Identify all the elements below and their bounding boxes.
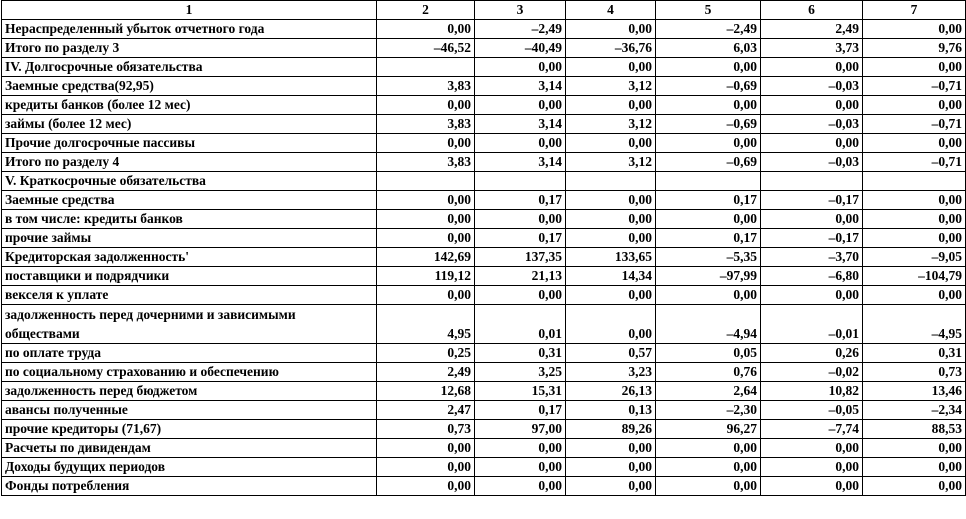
table-row	[2, 39, 966, 58]
column-header: 7	[863, 1, 966, 20]
row-label: Итого по разделу 3	[2, 39, 377, 58]
table-row	[2, 20, 966, 39]
value-cell: 0,00	[566, 191, 656, 210]
value-cell: –0,05	[761, 401, 863, 420]
value-cell: 0,57	[566, 344, 656, 363]
table-body	[2, 20, 966, 496]
value-cell: –0,69	[656, 77, 761, 96]
value-cell: 0,00	[863, 134, 966, 153]
table-row	[2, 420, 966, 439]
value-cell: 88,53	[863, 420, 966, 439]
value-cell	[863, 172, 966, 191]
value-cell: –0,03	[761, 77, 863, 96]
value-cell: –2,30	[656, 401, 761, 420]
value-cell: 3,14	[475, 115, 566, 134]
value-cell: 13,46	[863, 382, 966, 401]
value-cell: –0,01	[761, 305, 863, 344]
value-cell: 3,83	[377, 153, 475, 172]
table-row	[2, 191, 966, 210]
value-cell: 0,00	[475, 96, 566, 115]
row-label: Итого по разделу 4	[2, 153, 377, 172]
value-cell: 0,00	[475, 439, 566, 458]
row-label: задолженность перед бюджетом	[2, 382, 377, 401]
row-label: IV. Долгосрочные обязательства	[2, 58, 377, 77]
value-cell: 0,00	[863, 458, 966, 477]
value-cell: –0,71	[863, 77, 966, 96]
row-label: по социальному страхованию и обеспечению	[2, 363, 377, 382]
value-cell: 12,68	[377, 382, 475, 401]
column-header: 3	[475, 1, 566, 20]
value-cell: 4,95	[377, 305, 475, 344]
row-label: в том числе: кредиты банков	[2, 210, 377, 229]
value-cell: 3,14	[475, 77, 566, 96]
value-cell: 0,00	[863, 20, 966, 39]
value-cell: 0,00	[761, 286, 863, 305]
value-cell: –97,99	[656, 267, 761, 286]
value-cell: 0,00	[566, 458, 656, 477]
table-row	[2, 172, 966, 191]
value-cell: –46,52	[377, 39, 475, 58]
table-row	[2, 458, 966, 477]
table-row	[2, 58, 966, 77]
value-cell: 0,00	[475, 458, 566, 477]
value-cell	[377, 58, 475, 77]
value-cell: 3,83	[377, 77, 475, 96]
column-header: 6	[761, 1, 863, 20]
column-header: 2	[377, 1, 475, 20]
value-cell: 0,00	[377, 439, 475, 458]
value-cell: 0,00	[656, 58, 761, 77]
row-label: Прочие долгосрочные пассивы	[2, 134, 377, 153]
value-cell: 0,00	[656, 96, 761, 115]
value-cell	[566, 172, 656, 191]
value-cell: –0,69	[656, 153, 761, 172]
value-cell: 0,00	[566, 305, 656, 344]
value-cell: 133,65	[566, 248, 656, 267]
value-cell: –0,69	[656, 115, 761, 134]
value-cell: 0,00	[761, 458, 863, 477]
value-cell: –2,49	[475, 20, 566, 39]
row-label: прочие займы	[2, 229, 377, 248]
value-cell: –5,35	[656, 248, 761, 267]
value-cell	[761, 172, 863, 191]
table-row	[2, 229, 966, 248]
value-cell: 0,00	[377, 96, 475, 115]
table-row	[2, 248, 966, 267]
value-cell: 14,34	[566, 267, 656, 286]
value-cell: –36,76	[566, 39, 656, 58]
row-label: V. Краткосрочные обязательства	[2, 172, 377, 191]
value-cell: –0,03	[761, 115, 863, 134]
row-label: прочие кредиторы (71,67)	[2, 420, 377, 439]
value-cell: 0,00	[566, 134, 656, 153]
value-cell: 0,00	[475, 286, 566, 305]
table-row	[2, 305, 966, 344]
header-row	[2, 1, 966, 20]
table-row	[2, 267, 966, 286]
value-cell: 97,00	[475, 420, 566, 439]
value-cell: –6,80	[761, 267, 863, 286]
value-cell: 0,26	[761, 344, 863, 363]
value-cell: 0,00	[566, 477, 656, 496]
table-row	[2, 401, 966, 420]
column-header: 1	[2, 1, 377, 20]
value-cell: 0,00	[656, 210, 761, 229]
value-cell: 0,17	[475, 229, 566, 248]
value-cell: 0,13	[566, 401, 656, 420]
value-cell: 0,17	[656, 229, 761, 248]
value-cell: 0,00	[566, 229, 656, 248]
value-cell: 0,00	[377, 229, 475, 248]
value-cell: 0,00	[761, 58, 863, 77]
value-cell: 0,05	[656, 344, 761, 363]
value-cell: 0,00	[566, 58, 656, 77]
value-cell: 2,49	[761, 20, 863, 39]
row-label: займы (более 12 мес)	[2, 115, 377, 134]
value-cell: –0,17	[761, 191, 863, 210]
value-cell: –40,49	[475, 39, 566, 58]
value-cell: –0,17	[761, 229, 863, 248]
row-label: Расчеты по дивидендам	[2, 439, 377, 458]
value-cell: 3,12	[566, 153, 656, 172]
value-cell: 3,14	[475, 153, 566, 172]
value-cell: 0,00	[475, 210, 566, 229]
value-cell: 0,73	[377, 420, 475, 439]
row-label: кредиты банков (более 12 мес)	[2, 96, 377, 115]
table-row	[2, 286, 966, 305]
value-cell: 0,00	[656, 477, 761, 496]
value-cell: 0,00	[863, 210, 966, 229]
value-cell: –4,94	[656, 305, 761, 344]
value-cell: –104,79	[863, 267, 966, 286]
value-cell: 0,00	[377, 134, 475, 153]
row-label: поставщики и подрядчики	[2, 267, 377, 286]
value-cell: 96,27	[656, 420, 761, 439]
value-cell: 142,69	[377, 248, 475, 267]
value-cell: 0,00	[377, 477, 475, 496]
value-cell: 6,03	[656, 39, 761, 58]
value-cell: 89,26	[566, 420, 656, 439]
value-cell	[377, 172, 475, 191]
value-cell: 0,31	[475, 344, 566, 363]
value-cell: 137,35	[475, 248, 566, 267]
value-cell: 0,17	[475, 191, 566, 210]
table-row	[2, 115, 966, 134]
value-cell: 0,00	[863, 58, 966, 77]
value-cell: 0,00	[656, 134, 761, 153]
value-cell	[656, 172, 761, 191]
table-row	[2, 96, 966, 115]
value-cell: 0,00	[656, 286, 761, 305]
value-cell: 0,00	[863, 229, 966, 248]
row-label: по оплате труда	[2, 344, 377, 363]
value-cell: 0,00	[761, 210, 863, 229]
value-cell: 2,47	[377, 401, 475, 420]
table-row	[2, 153, 966, 172]
value-cell: 3,83	[377, 115, 475, 134]
column-header: 5	[656, 1, 761, 20]
value-cell: 0,00	[761, 439, 863, 458]
value-cell: 0,00	[377, 286, 475, 305]
value-cell: 3,25	[475, 363, 566, 382]
value-cell: 0,00	[377, 458, 475, 477]
value-cell: –2,49	[656, 20, 761, 39]
value-cell: 0,00	[863, 286, 966, 305]
value-cell: 0,00	[863, 191, 966, 210]
value-cell: 0,00	[761, 134, 863, 153]
value-cell: 10,82	[761, 382, 863, 401]
value-cell: 0,00	[656, 458, 761, 477]
value-cell: 26,13	[566, 382, 656, 401]
value-cell: 15,31	[475, 382, 566, 401]
table-row	[2, 477, 966, 496]
value-cell: 0,00	[377, 210, 475, 229]
value-cell: 0,00	[475, 134, 566, 153]
table-row	[2, 344, 966, 363]
value-cell: 0,73	[863, 363, 966, 382]
value-cell: 0,25	[377, 344, 475, 363]
value-cell: 0,00	[863, 477, 966, 496]
row-label: Кредиторская задолженность'	[2, 248, 377, 267]
value-cell: 3,73	[761, 39, 863, 58]
value-cell: 0,00	[863, 439, 966, 458]
value-cell: –3,70	[761, 248, 863, 267]
row-label: Заемные средства(92,95)	[2, 77, 377, 96]
value-cell: –0,71	[863, 115, 966, 134]
table-row	[2, 363, 966, 382]
row-label: Нераспределенный убыток отчетного года	[2, 20, 377, 39]
value-cell: 2,49	[377, 363, 475, 382]
value-cell: 0,00	[656, 439, 761, 458]
value-cell: 0,01	[475, 305, 566, 344]
row-label: Фонды потребления	[2, 477, 377, 496]
value-cell: –4,95	[863, 305, 966, 344]
value-cell: 0,76	[656, 363, 761, 382]
value-cell: 0,00	[475, 58, 566, 77]
row-label: Заемные средства	[2, 191, 377, 210]
row-label: векселя к уплате	[2, 286, 377, 305]
table-row	[2, 77, 966, 96]
value-cell: –9,05	[863, 248, 966, 267]
row-label: задолженность перед дочерними и зависимыми обществами	[2, 305, 377, 344]
table-row	[2, 439, 966, 458]
value-cell: –0,71	[863, 153, 966, 172]
value-cell: 0,00	[566, 286, 656, 305]
value-cell: 3,12	[566, 115, 656, 134]
value-cell: 119,12	[377, 267, 475, 286]
value-cell: 2,64	[656, 382, 761, 401]
table-row	[2, 382, 966, 401]
table-row	[2, 134, 966, 153]
value-cell: 0,00	[566, 96, 656, 115]
table-row	[2, 210, 966, 229]
row-label: Доходы будущих периодов	[2, 458, 377, 477]
row-label: авансы полученные	[2, 401, 377, 420]
value-cell: 0,00	[761, 96, 863, 115]
value-cell: 0,00	[566, 210, 656, 229]
value-cell: 0,00	[566, 20, 656, 39]
value-cell: 21,13	[475, 267, 566, 286]
value-cell: –7,74	[761, 420, 863, 439]
value-cell: 0,17	[475, 401, 566, 420]
value-cell: 0,00	[863, 96, 966, 115]
value-cell: 0,17	[656, 191, 761, 210]
value-cell: –0,03	[761, 153, 863, 172]
value-cell: –2,34	[863, 401, 966, 420]
value-cell: 0,00	[475, 477, 566, 496]
column-header: 4	[566, 1, 656, 20]
value-cell: 3,23	[566, 363, 656, 382]
value-cell: 0,31	[863, 344, 966, 363]
balance-sheet-table	[1, 0, 966, 496]
value-cell: 3,12	[566, 77, 656, 96]
value-cell: 0,00	[377, 20, 475, 39]
value-cell: 9,76	[863, 39, 966, 58]
value-cell: 0,00	[761, 477, 863, 496]
value-cell	[475, 172, 566, 191]
value-cell: –0,02	[761, 363, 863, 382]
value-cell: 0,00	[566, 439, 656, 458]
value-cell: 0,00	[377, 191, 475, 210]
